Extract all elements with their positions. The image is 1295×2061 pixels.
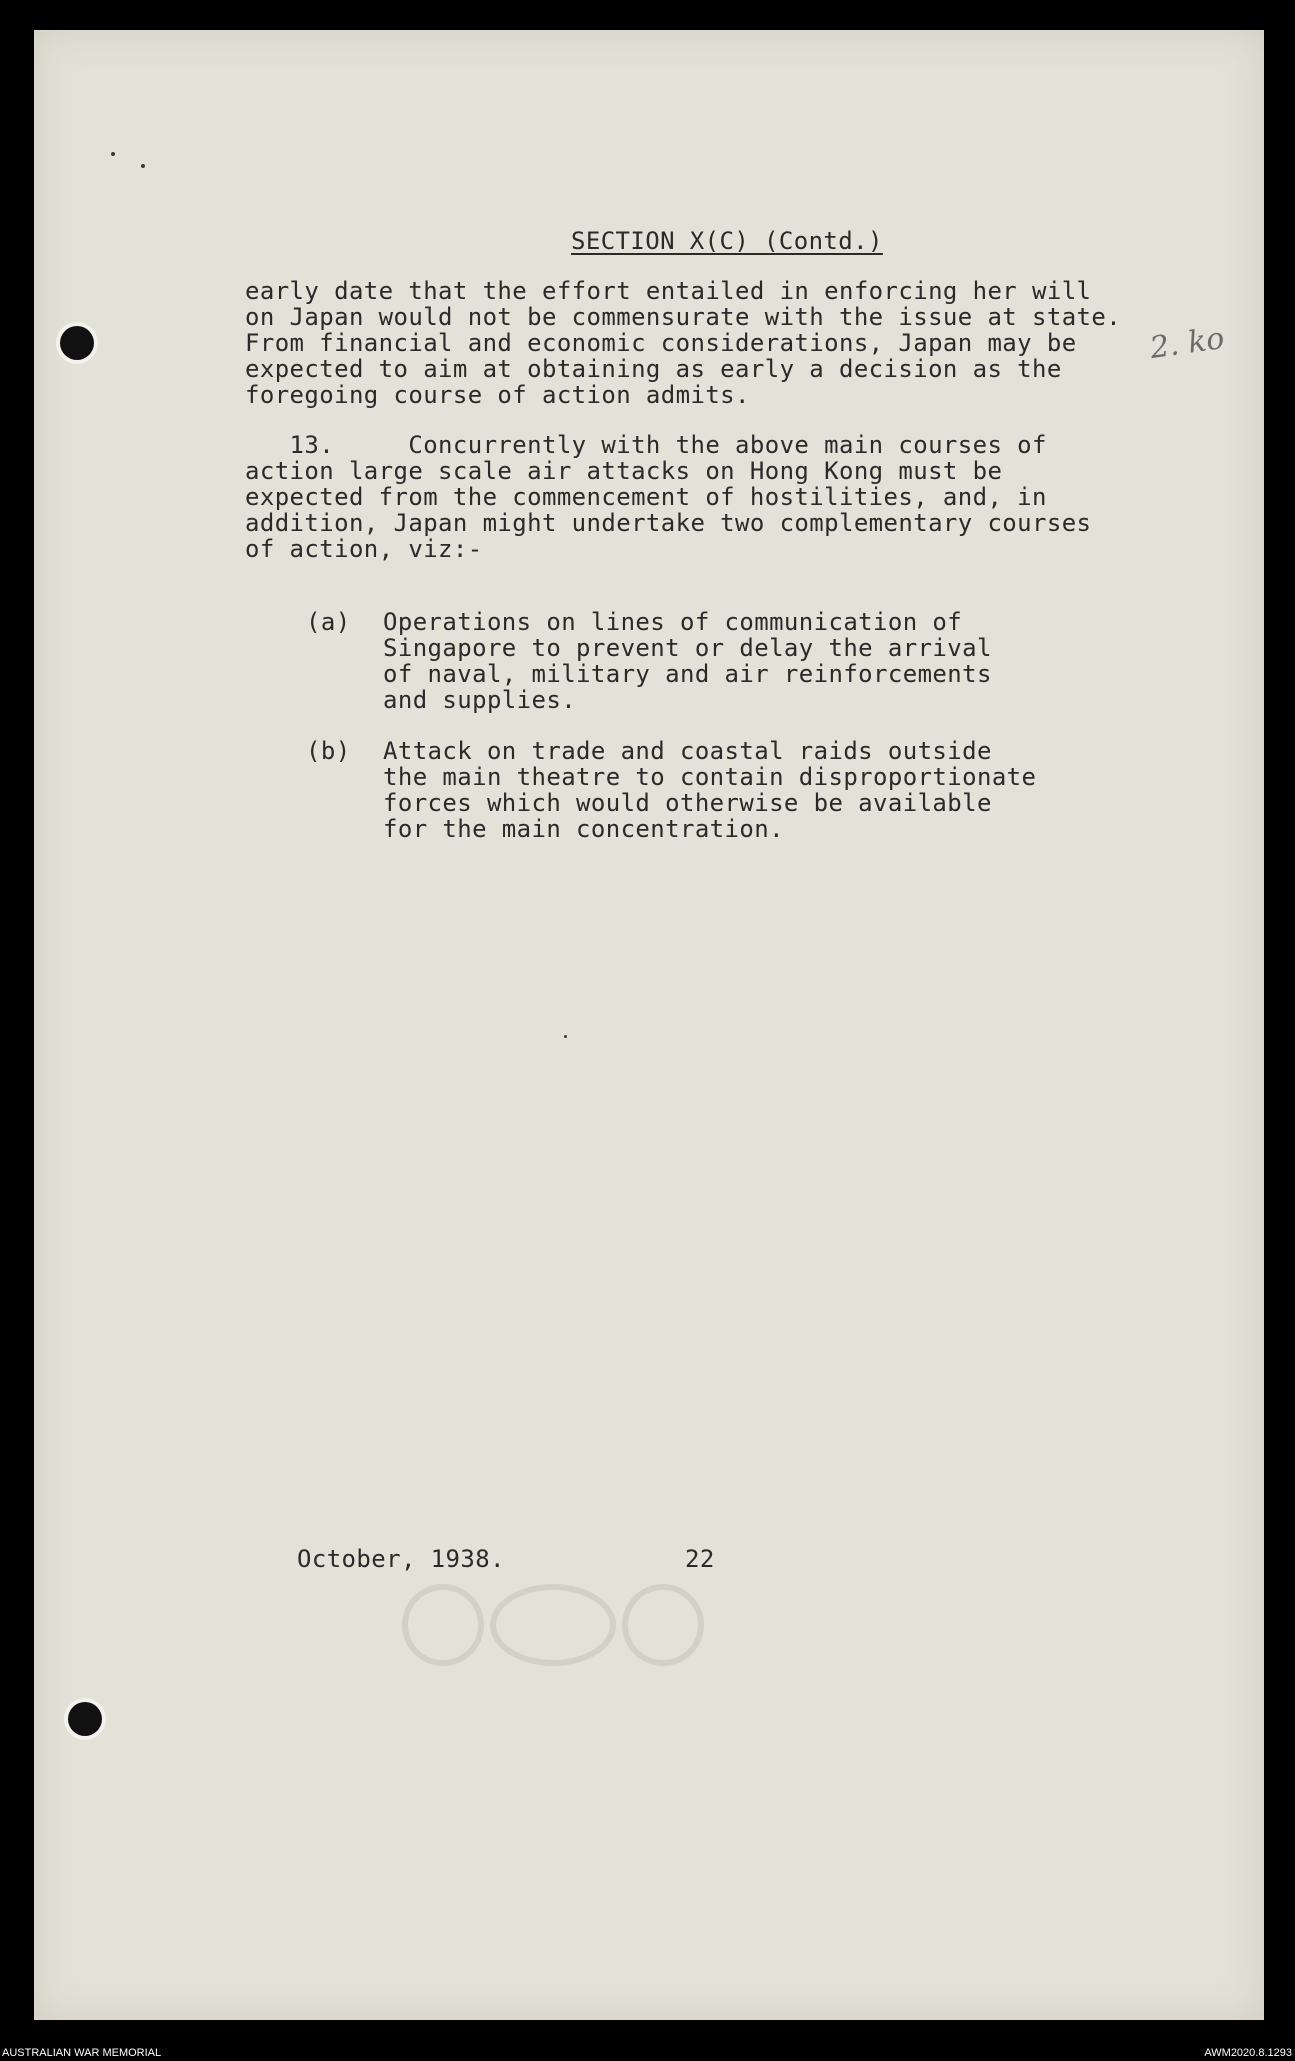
section-heading: SECTION X(C) (Contd.)	[571, 227, 883, 255]
archive-reference: AWM2020.8.1293	[1204, 2047, 1292, 2059]
item-a-label: (a)	[306, 608, 351, 636]
page-number: 22	[685, 1545, 715, 1573]
item-a-text: Operations on lines of communication of Singapore to prevent or delay the arrival of naval, military and air reinforcements and supplies.	[383, 608, 992, 714]
embossed-seal-mark	[398, 1580, 708, 1670]
item-b-text: Attack on trade and coastal raids outside the main theatre to contain disproportionate forces which would otherwise be available for the main concentration.	[383, 737, 1037, 843]
punch-hole-bottom	[68, 1702, 102, 1736]
margin-annotation: 2. ko	[1147, 320, 1227, 367]
item-b-label: (b)	[306, 737, 351, 765]
archive-caption: AUSTRALIAN WAR MEMORIAL	[2, 2047, 162, 2059]
footer-date: October, 1938.	[297, 1545, 505, 1573]
speck-mark	[141, 164, 145, 168]
speck-mark	[564, 1035, 567, 1038]
speck-mark	[111, 152, 115, 156]
punch-hole-top	[60, 326, 94, 360]
paragraph-continuation: early date that the effort entailed in enforcing her will on Japan would not be commensurate with the issue at state. From financial and economic considerations, Japan may be expected to aim at obtaining as early a decision as the foregoing course of action admits.	[245, 277, 1122, 409]
document-page	[34, 30, 1264, 2020]
paragraph-13: 13. Concurrently with the above main courses of action large scale air attacks on Hong Kong must be expected from the commencement of hostilities, and, in addition, Japan might undertake two complementary courses of action, viz:-	[245, 431, 1092, 563]
